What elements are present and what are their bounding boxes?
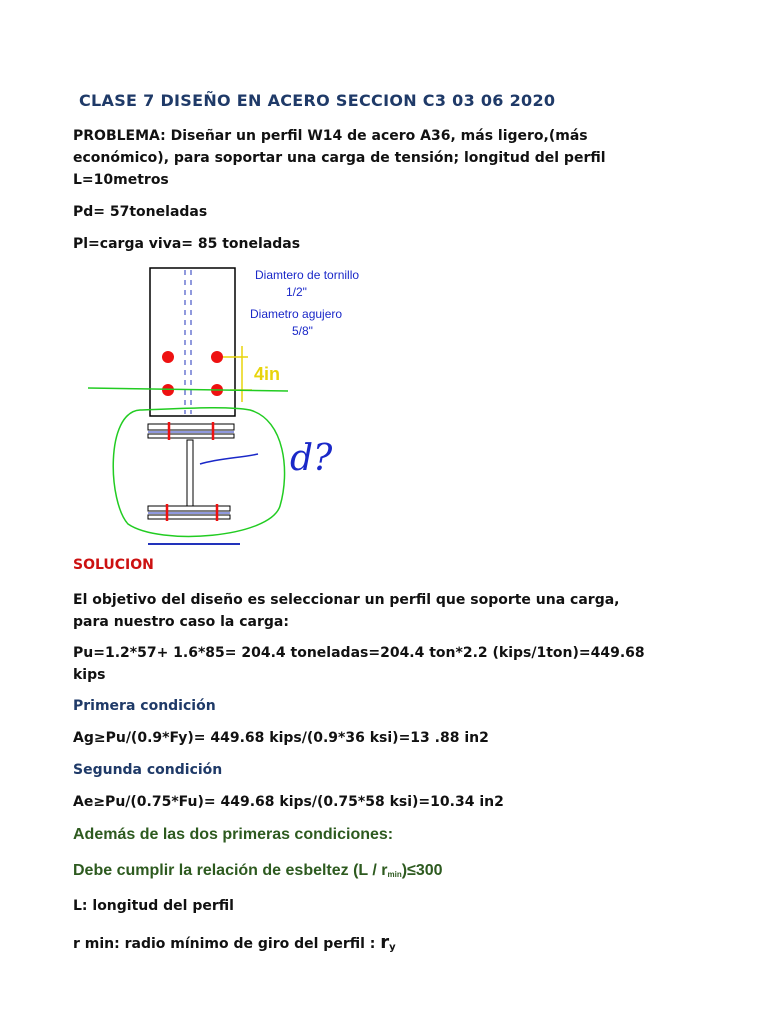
radius-definition	[73, 932, 396, 953]
problem-line-1: PROBLEMA: Diseñar un perfil W14 de acero A36, más ligero,(más	[73, 128, 588, 144]
factored-load	[73, 642, 645, 686]
solution-heading: SOLUCION	[73, 557, 154, 573]
connection-sketch	[80, 262, 380, 548]
length-definition: L: longitud del perfil	[73, 898, 234, 914]
annotation-stroke	[200, 454, 258, 464]
spacing-dimension	[223, 346, 280, 402]
problem-line-2: económico), para soportar una carga de tensión; longitud del perfil	[73, 150, 606, 166]
slenderness-suffix: )≤300	[401, 862, 443, 879]
w-section-drawing	[148, 422, 234, 521]
section-highlight	[113, 408, 284, 537]
radius-symbol-letter: r	[380, 932, 390, 953]
objective-line-1: El objetivo del diseño es seleccionar un perfil que soporte una carga,	[73, 592, 620, 608]
objective-line-2: para nuestro caso la carga:	[73, 614, 289, 630]
problem-line-3: L=10metros	[73, 172, 169, 188]
hole-diameter-value: 5/8"	[292, 324, 313, 338]
plate-drawing	[150, 268, 235, 416]
dead-load: Pd= 57toneladas	[73, 204, 208, 220]
live-load: Pl=carga viva= 85 toneladas	[73, 236, 301, 252]
first-condition-formula: Ag≥Pu/(0.9*Fy)= 449.68 kips/(0.9*36 ksi)=13 .88 in2	[73, 730, 489, 746]
second-condition-heading: Segunda condición	[73, 762, 223, 778]
first-condition-heading: Primera condición	[73, 698, 216, 714]
handwritten-note: d?	[290, 438, 333, 479]
problem-statement	[73, 125, 606, 191]
document-title: CLASE 7 DISEÑO EN ACERO SECCION C3 03 06 2020	[79, 91, 556, 110]
factored-load-line-2: kips	[73, 667, 106, 683]
slenderness-subscript: min	[387, 870, 402, 879]
hole-diameter-label: Diametro agujero	[250, 307, 343, 321]
slenderness-condition	[73, 862, 443, 880]
objective-text	[73, 589, 620, 633]
factored-load-line-1: Pu=1.2*57+ 1.6*85= 204.4 toneladas=204.4 ton*2.2 (kips/1ton)=449.68	[73, 645, 645, 661]
radius-symbol	[380, 932, 395, 953]
section-line	[88, 388, 288, 391]
radius-definition-text: r min: radio mínimo de giro del perfil :	[73, 936, 381, 952]
bolt-diameter-value: 1/2"	[286, 285, 307, 299]
second-condition-formula: Ae≥Pu/(0.75*Fu)= 449.68 kips/(0.75*58 ksi)=10.34 in2	[73, 794, 504, 810]
spacing-label: 4in	[254, 364, 281, 384]
additional-conditions-heading: Además de las dos primeras condiciones:	[73, 826, 394, 843]
bolt-diameter-label: Diamtero de tornillo	[255, 268, 360, 282]
radius-symbol-subscript: y	[389, 942, 396, 953]
slenderness-prefix: Debe cumplir la relación de esbeltez (L / r	[73, 862, 388, 879]
